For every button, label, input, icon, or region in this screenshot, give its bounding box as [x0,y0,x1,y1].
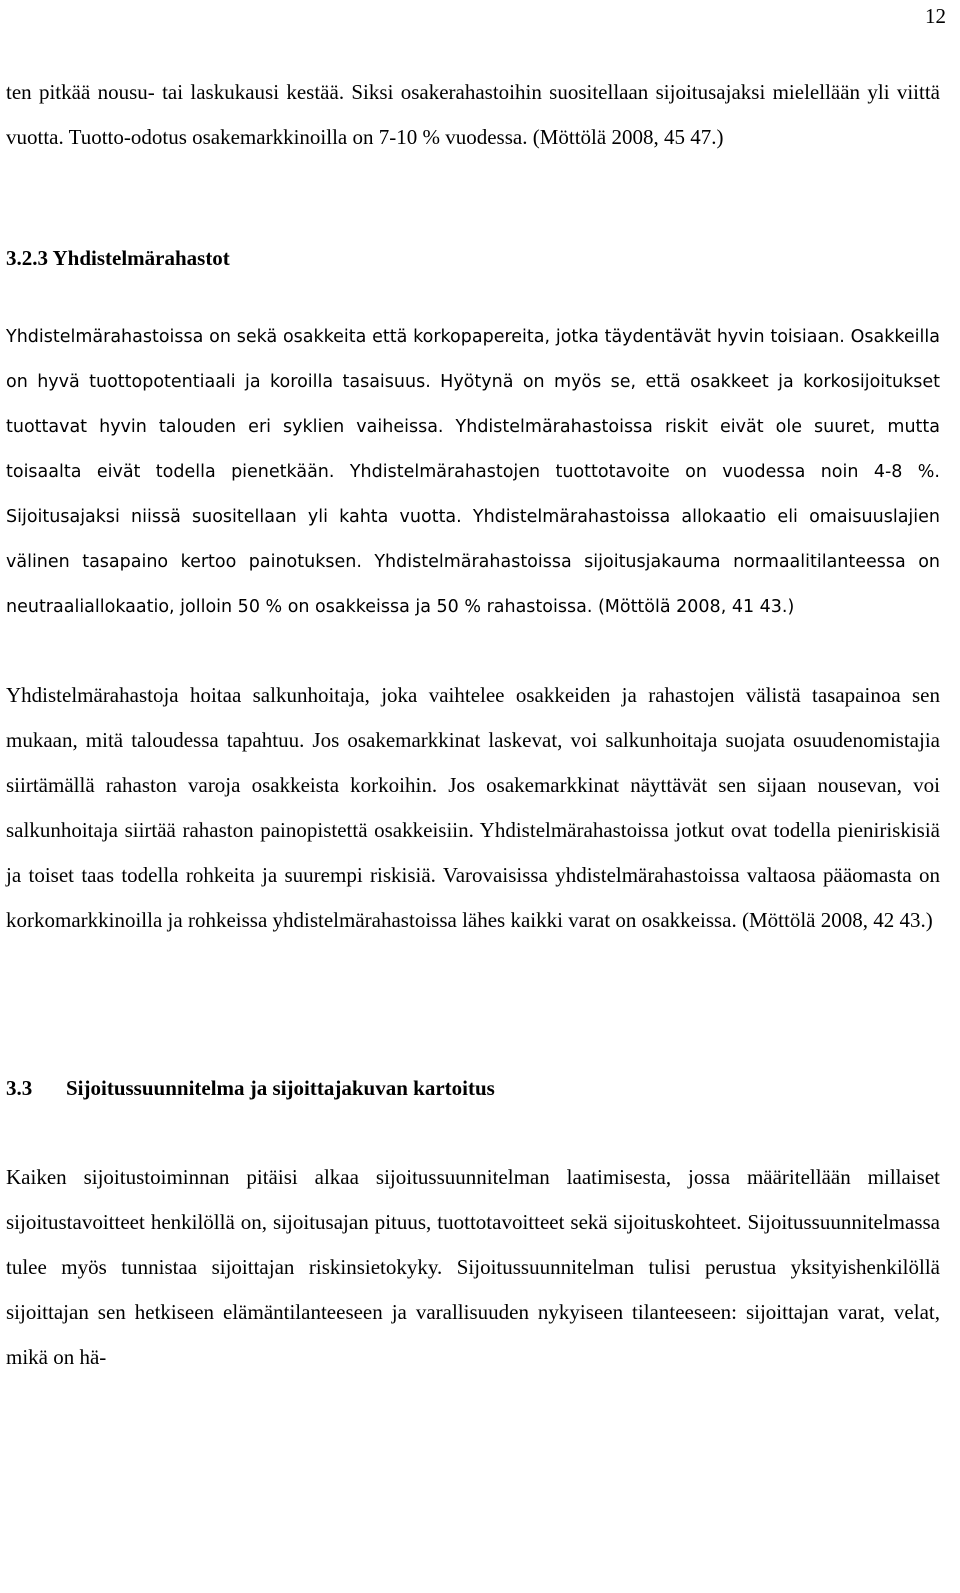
paragraph-intro: ten pitkää nousu- tai laskukausi kestää. Siksi osakerahastoihin suositellaan sijoitusajaksi mielellään yli viittä vuotta. Tuotto-odotus osakemarkkinoilla on 7-10 % vuodessa. (Möttölä 2008, 45 47.) [6,80,940,149]
section-heading-3-3 [6,1066,940,1111]
section-number: 3.3 [6,1076,33,1100]
paragraph-portfolio-manager: Yhdistelmärahastoja hoitaa salkunhoitaja, joka vaihtelee osakkeiden ja rahastojen välistä tasapainoa sen mukaan, mitä taloudessa tapahtuu. Jos osakemarkkinat laskevat, voi salkunhoitaja suojata osuudenomistajia siirtämällä rahaston varoja osakkeista korkoihin. Jos osakemarkkinat näyttävät sen sijaan nousevan, voi salkunhoitaja siirtää rahaston painopistettä osakkeisiin. Yhdistelmärahastoissa jotkut ovat todella pieniriskisiä ja toiset taas todella rohkeita ja suurempi riskisiä. Varovaisissa yhdistelmärahastoissa valtaosa pääomasta on korkomarkkinoilla ja rohkeissa yhdistelmärahastoissa lähes kaikki varat on osakkeissa. (Möttölä 2008, 42 43.) [6,683,940,932]
page-number: 12 [925,4,946,28]
section-title: Sijoitussuunnitelma ja sijoittajakuvan kartoitus [66,1076,495,1100]
paragraph-investment-plan: Kaiken sijoitustoiminnan pitäisi alkaa sijoitussuunnitelman laatimisesta, jossa määritellään millaiset sijoitustavoitteet henkilöllä on, sijoitusajan pituus, tuottotavoitteet sekä sijoituskohteet. Sijoitussuunnitelmassa tulee myös tunnistaa sijoittajan riskinsietokyky. Sijoitussuunnitelman tulisi perustua yksityishenkilöllä sijoittajan sen hetkiseen elämäntilanteeseen ja varallisuuden nykyiseen tilanteeseen: sijoittajan varat, velat, mikä on hä- [6,1165,940,1369]
section-heading-3-2-3: 3.2.3 Yhdistelmärahastot [6,246,230,270]
document-body [6,70,940,1380]
paragraph-combination-funds: Yhdistelmärahastoissa on sekä osakkeita että korkopapereita, jotka täydentävät hyvin toisiaan. Osakkeilla on hyvä tuottopotentiaali ja koroilla tasaisuus. Hyötynä on myös se, että osakkeet ja korkosijoitukset tuottavat hyvin talouden eri syklien vaiheissa. Yhdistelmärahastoissa riskit eivät ole suuret, mutta toisaalta eivät todella pienetkään. Yhdistelmärahastojen tuottotavoite on vuodessa noin 4-8 %. Sijoitusajaksi niissä suositellaan yli kahta vuotta. Yhdistelmärahastoissa allokaatio eli omaisuuslajien välinen tasapaino kertoo painotuksen. Yhdistelmärahastoissa sijoitusjakauma normaalitilanteessa on neutraaliallokaatio, jolloin 50 % on osakkeissa ja 50 % rahastoissa. (Möttölä 2008, 41 43.) [6,327,940,617]
